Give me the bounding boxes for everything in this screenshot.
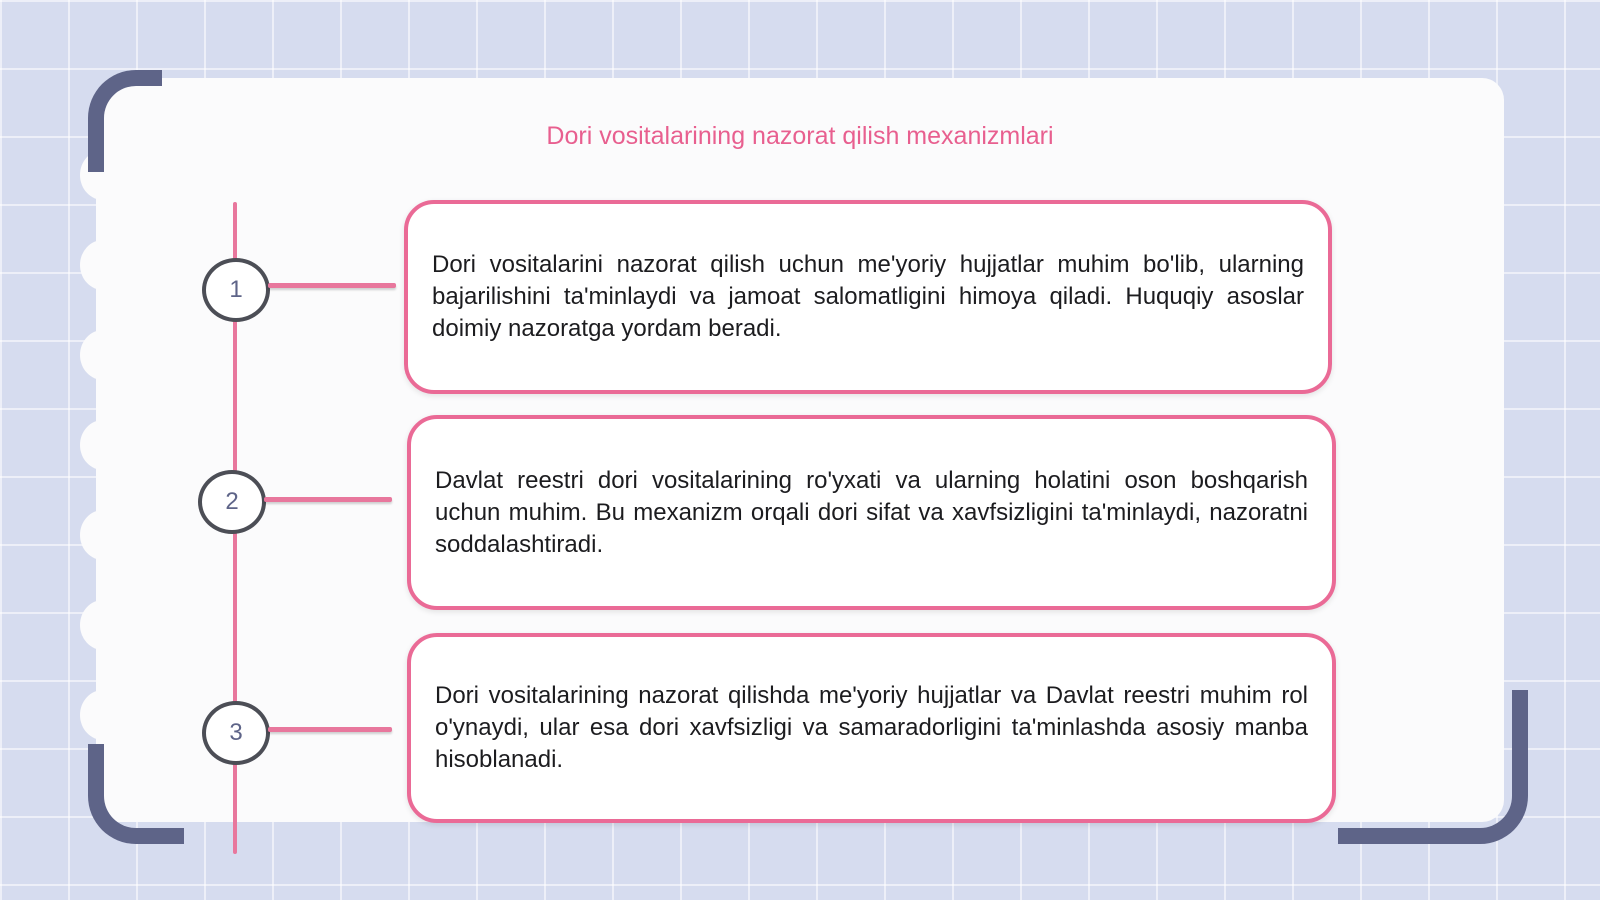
step-text-3: Dori vositalarining nazorat qilishda me'yoriy hujjatlar va Davlat reestri muhim rol o'ynaydi, ular esa dori xavfsizligi va samaradorligini ta'minlashda asosiy manba hisoblanadi. — [435, 682, 1308, 773]
step-number-1: 1 — [202, 258, 270, 322]
step-card-1 — [404, 200, 1332, 394]
slide-title: Dori vositalarining nazorat qilish mexanizmlari — [546, 122, 1054, 150]
step-text-1: Dori vositalarini nazorat qilish uchun me'yoriy hujjatlar muhim bo'lib, ularning bajarilishini ta'minlaydi va jamoat salomatligini himoya qiladi. Huquqiy asoslar doimiy nazoratga yordam beradi. — [432, 251, 1304, 342]
paper-scallop — [80, 330, 126, 380]
corner-bracket-bottom-right — [1338, 690, 1528, 844]
paper-scallop — [80, 510, 126, 560]
paper-scallop — [80, 240, 126, 290]
step-connector-1 — [268, 283, 396, 288]
corner-bracket-top-left — [88, 70, 162, 172]
paper-scallop — [80, 420, 126, 470]
step-connector-2 — [264, 497, 392, 502]
paper-scallop — [80, 690, 126, 740]
paper-scallop — [80, 600, 126, 650]
step-text-2: Davlat reestri dori vositalarining ro'yxati va ularning holatini oson boshqarish uchun muhim. Bu mexanizm orqali dori sifat va xavfsizligini ta'minlaydi, nazoratni soddalashtiradi. — [435, 466, 1308, 558]
corner-bracket-bottom-left — [88, 744, 184, 844]
step-number-2: 2 — [198, 470, 266, 534]
step-card-3 — [407, 633, 1336, 823]
step-card-2 — [407, 415, 1336, 610]
step-connector-3 — [268, 727, 392, 732]
step-number-3: 3 — [202, 701, 270, 765]
